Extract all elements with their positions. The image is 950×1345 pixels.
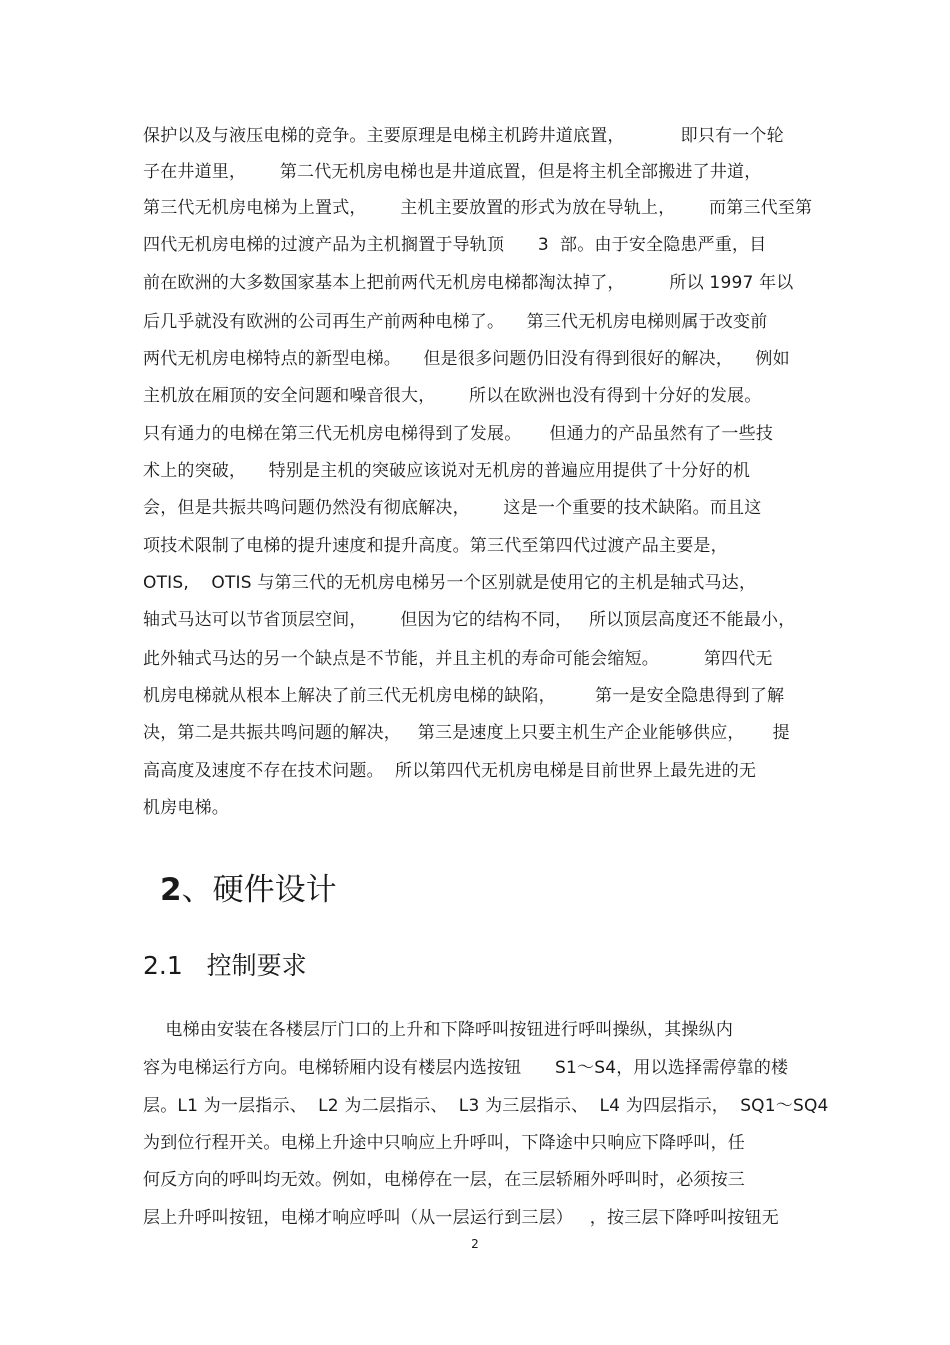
text-line: 前在欧洲的大多数国家基本上把前两代无机房电梯都淘汰掉了， 所以 1997 年以 xyxy=(143,273,794,293)
text-line: 电梯由安装在各楼层厅门口的上升和下降呼叫按钮进行呼叫操纵，其操纵内 xyxy=(143,1020,734,1040)
text-line: 层。L1 为一层指示、 L2 为二层指示、 L3 为三层指示、 L4 为四层指示， SQ1～SQ4 xyxy=(143,1096,829,1116)
text-line: 术上的突破， 特别是主机的突破应该说对无机房的普遍应用提供了十分好的机 xyxy=(143,461,751,481)
section-heading xyxy=(160,868,337,912)
section-title: 、硬件设计 xyxy=(181,872,337,908)
text-line: 容为电梯运行方向。电梯轿厢内设有楼层内选按钮 S1～S4，用以选择需停靠的楼 xyxy=(143,1058,789,1078)
section-number: 2 xyxy=(160,872,182,908)
text-line: 何反方向的呼叫均无效。例如，电梯停在一层，在三层轿厢外呼叫时，必须按三 xyxy=(143,1170,745,1190)
page-number: 2 xyxy=(471,1237,479,1251)
text-line: 主机放在厢顶的安全问题和噪音很大， 所以在欧洲也没有得到十分好的发展。 xyxy=(143,386,762,406)
text-line: 此外轴式马达的另一个缺点是不节能，并且主机的寿命可能会缩短。 第四代无 xyxy=(143,649,773,669)
text-line: 层上升呼叫按钮，电梯才响应呼叫（从一层运行到三层） ，按三层下降呼叫按钮无 xyxy=(143,1208,780,1228)
text-line: 子在井道里， 第二代无机房电梯也是井道底置，但是将主机全部搬进了井道， xyxy=(143,162,762,182)
text-line: 四代无机房电梯的过渡产品为主机搁置于导轨顶 3 部。由于安全隐患严重，目 xyxy=(143,235,767,255)
text-line: 高高度及速度不存在技术问题。 所以第四代无机房电梯是目前世界上最先进的无 xyxy=(143,761,757,781)
text-line: OTIS, OTIS 与第三代的无机房电梯另一个区别就是使用它的主机是轴式马达， xyxy=(143,573,757,593)
text-line: 只有通力的电梯在第三代无机房电梯得到了发展。 但通力的产品虽然有了一些技 xyxy=(143,424,774,444)
text-line: 两代无机房电梯特点的新型电梯。 但是很多问题仍旧没有得到很好的解决， 例如 xyxy=(143,349,790,369)
text-line: 轴式马达可以节省顶层空间， 但因为它的结构不同， 所以顶层高度还不能最小， xyxy=(143,610,796,630)
text-line: 决，第二是共振共鸣问题的解决， 第三是速度上只要主机生产企业能够供应， 提 xyxy=(143,723,790,743)
text-line: 后几乎就没有欧洲的公司再生产前两种电梯了。 第三代无机房电梯则属于改变前 xyxy=(143,312,768,332)
text-line: 为到位行程开关。电梯上升途中只响应上升呼叫，下降途中只响应下降呼叫，任 xyxy=(143,1133,745,1153)
text-line: 会，但是共振共鸣问题仍然没有彻底解决， 这是一个重要的技术缺陷。而且这 xyxy=(143,498,762,518)
text-line: 保护以及与液压电梯的竞争。主要原理是电梯主机跨井道底置， 即只有一个轮 xyxy=(143,126,784,146)
text-line: 机房电梯。 xyxy=(143,798,229,818)
text-line: 机房电梯就从根本上解决了前三代无机房电梯的缺陷， 第一是安全隐患得到了解 xyxy=(143,686,785,706)
text-line: 第三代无机房电梯为上置式， 主机主要放置的形式为放在导轨上， 而第三代至第 xyxy=(143,198,813,218)
subsection-heading: 2.1 控制要求 xyxy=(143,951,307,980)
text-line: 项技术限制了电梯的提升速度和提升高度。第三代至第四代过渡产品主要是， xyxy=(143,536,728,556)
